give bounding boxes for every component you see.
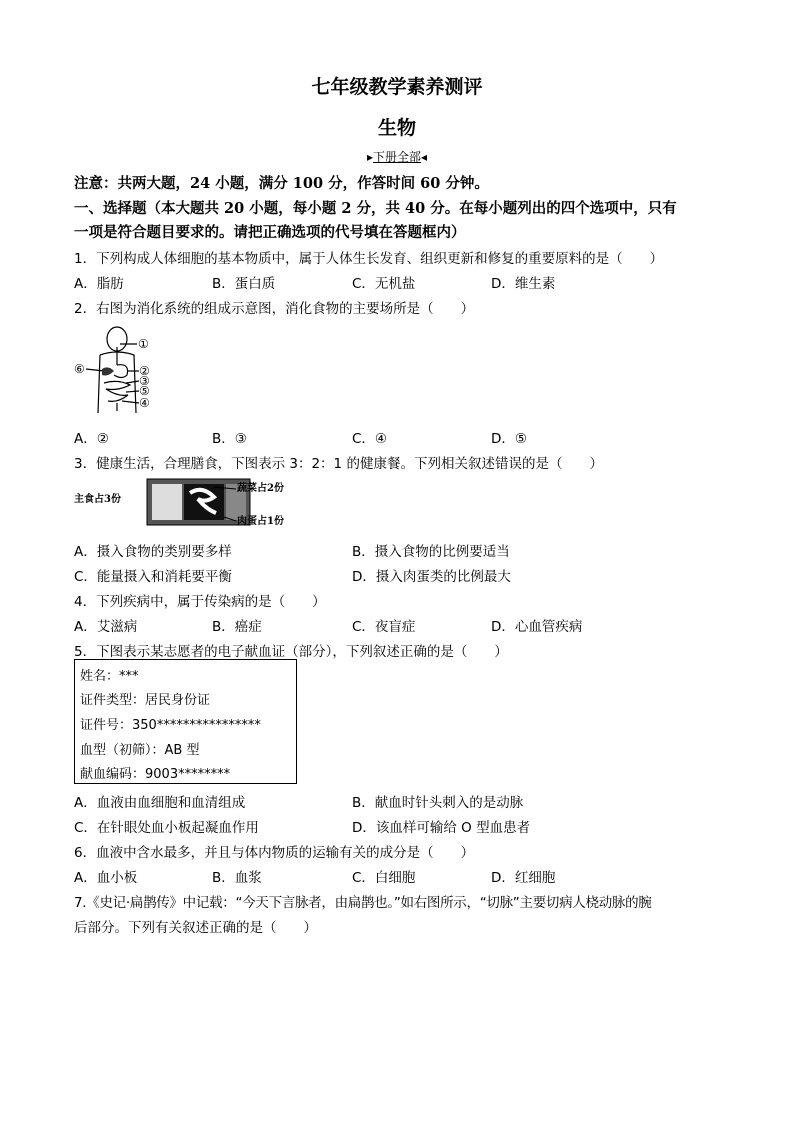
pointer-4 bbox=[122, 401, 139, 403]
q5-stem: 5．下图表示某志愿者的电子献血证（部分），下列叙述正确的是（ ） bbox=[74, 644, 508, 660]
q3-option-a: A．摄入食物的类别要多样 bbox=[74, 544, 232, 560]
q6-option-a: A．血小板 bbox=[74, 870, 138, 886]
q2-option-c: C．④ bbox=[352, 431, 388, 447]
figure-label-3: ③ bbox=[139, 374, 150, 388]
figure-label-6: ⑥ bbox=[74, 362, 85, 376]
stomach bbox=[114, 365, 128, 378]
label-meat: 肉蛋占1份 bbox=[237, 516, 284, 527]
q2-option-a: A．② bbox=[74, 431, 109, 447]
card-name: 姓名：*** bbox=[80, 669, 139, 684]
figure-label-4: ④ bbox=[139, 396, 150, 410]
q2-stem: 2．右图为消化系统的组成示意图，消化食物的主要场所是（ ） bbox=[74, 301, 475, 317]
label-staple: 主食占3份 bbox=[74, 494, 121, 505]
q1-option-b: B．蛋白质 bbox=[212, 276, 276, 292]
q3-stem: 3．健康生活，合理膳食，下图表示 3：2：1 的健康餐。下列相关叙述错误的是（ ） bbox=[74, 456, 603, 472]
q5-option-a: A．血液由血细胞和血清组成 bbox=[74, 795, 246, 811]
q1-option-c: C．无机盐 bbox=[352, 276, 416, 292]
q3-option-b: B．摄入食物的比例要适当 bbox=[352, 544, 510, 560]
exam-title: 七年级教学素养测评 bbox=[311, 76, 483, 98]
figure-label-1: ① bbox=[138, 337, 149, 351]
q5-option-c: C．在针眼处血小板起凝血作用 bbox=[74, 820, 259, 836]
q6-option-d: D．红细胞 bbox=[491, 870, 556, 886]
section1-heading-line2: 一项是符合题目要求的。请把正确选项的代号填在答题框内） bbox=[74, 224, 466, 241]
blood-donation-card bbox=[74, 659, 297, 784]
q4-option-b: B．癌症 bbox=[212, 619, 262, 635]
digestive-system-figure bbox=[72, 325, 162, 417]
healthy-meal-figure bbox=[74, 475, 294, 530]
scope-line bbox=[0, 148, 794, 165]
section1-heading-line1: 一、选择题（本大题共 20 小题，每小题 2 分，共 40 分。在每小题列出的四个选项中，只有 bbox=[74, 200, 677, 217]
figure-label-2: ② bbox=[139, 364, 150, 378]
q3-option-c: C．能量摄入和消耗要平衡 bbox=[74, 569, 232, 585]
pointer-3 bbox=[126, 381, 139, 383]
q2-option-d: D．⑤ bbox=[491, 431, 527, 447]
q6-option-b: B．血浆 bbox=[212, 870, 262, 886]
q1-option-d: D．维生素 bbox=[491, 276, 556, 292]
card-id-type: 证件类型：居民身份证 bbox=[80, 693, 211, 708]
staple-section bbox=[152, 484, 182, 520]
q5-option-d: D．该血样可输给 O 型血患者 bbox=[352, 820, 531, 836]
q7-stem-line1: 7.《史记·扁鹊传》中记载：“今天下言脉者，由扁鹊也。”如右图所示，“切脉”主要切病人桡动脉的腕 bbox=[74, 895, 652, 911]
q3-option-d: D．摄入肉蛋类的比例最大 bbox=[352, 569, 511, 585]
q4-stem: 4．下列疾病中，属于传染病的是（ ） bbox=[74, 594, 326, 610]
card-blood-type: 血型（初筛）：AB 型 bbox=[80, 743, 200, 758]
q6-option-c: C．白细胞 bbox=[352, 870, 416, 886]
subject-title: 生物 bbox=[377, 117, 416, 139]
exam-note: 注意：共两大题，24 小题，满分 100 分，作答时间 60 分钟。 bbox=[74, 175, 489, 192]
q7-stem-line2: 后部分。下列有关叙述正确的是（ ） bbox=[74, 920, 317, 936]
label-vegetable: 蔬菜占2份 bbox=[237, 483, 284, 494]
q1-stem: 1．下列构成人体细胞的基本物质中，属于人体生长发育、组织更新和修复的重要原料的是（ ） bbox=[74, 251, 664, 267]
card-donation-code: 献血编码：9003******** bbox=[80, 767, 231, 782]
pointer-5 bbox=[126, 391, 139, 392]
figure-label-5: ⑤ bbox=[139, 384, 150, 398]
q4-option-a: A．艾滋病 bbox=[74, 619, 138, 635]
q4-option-c: C．夜盲症 bbox=[352, 619, 416, 635]
scope-left-marker: ▸ bbox=[366, 150, 373, 164]
q1-option-a: A．脂肪 bbox=[74, 276, 124, 292]
q5-option-b: B．献血时针头刺入的是动脉 bbox=[352, 795, 524, 811]
scope-text: 下册全部 bbox=[372, 150, 421, 164]
q4-option-d: D．心血管疾病 bbox=[491, 619, 583, 635]
q2-option-b: B．③ bbox=[212, 431, 247, 447]
pointer-6 bbox=[86, 369, 104, 371]
q6-stem: 6．血液中含水最多，并且与体内物质的运输有关的成分是（ ） bbox=[74, 845, 475, 861]
card-id-number: 证件号：350**************** bbox=[80, 718, 261, 733]
scope-right-marker: ◂ bbox=[421, 150, 428, 164]
liver bbox=[102, 367, 114, 375]
